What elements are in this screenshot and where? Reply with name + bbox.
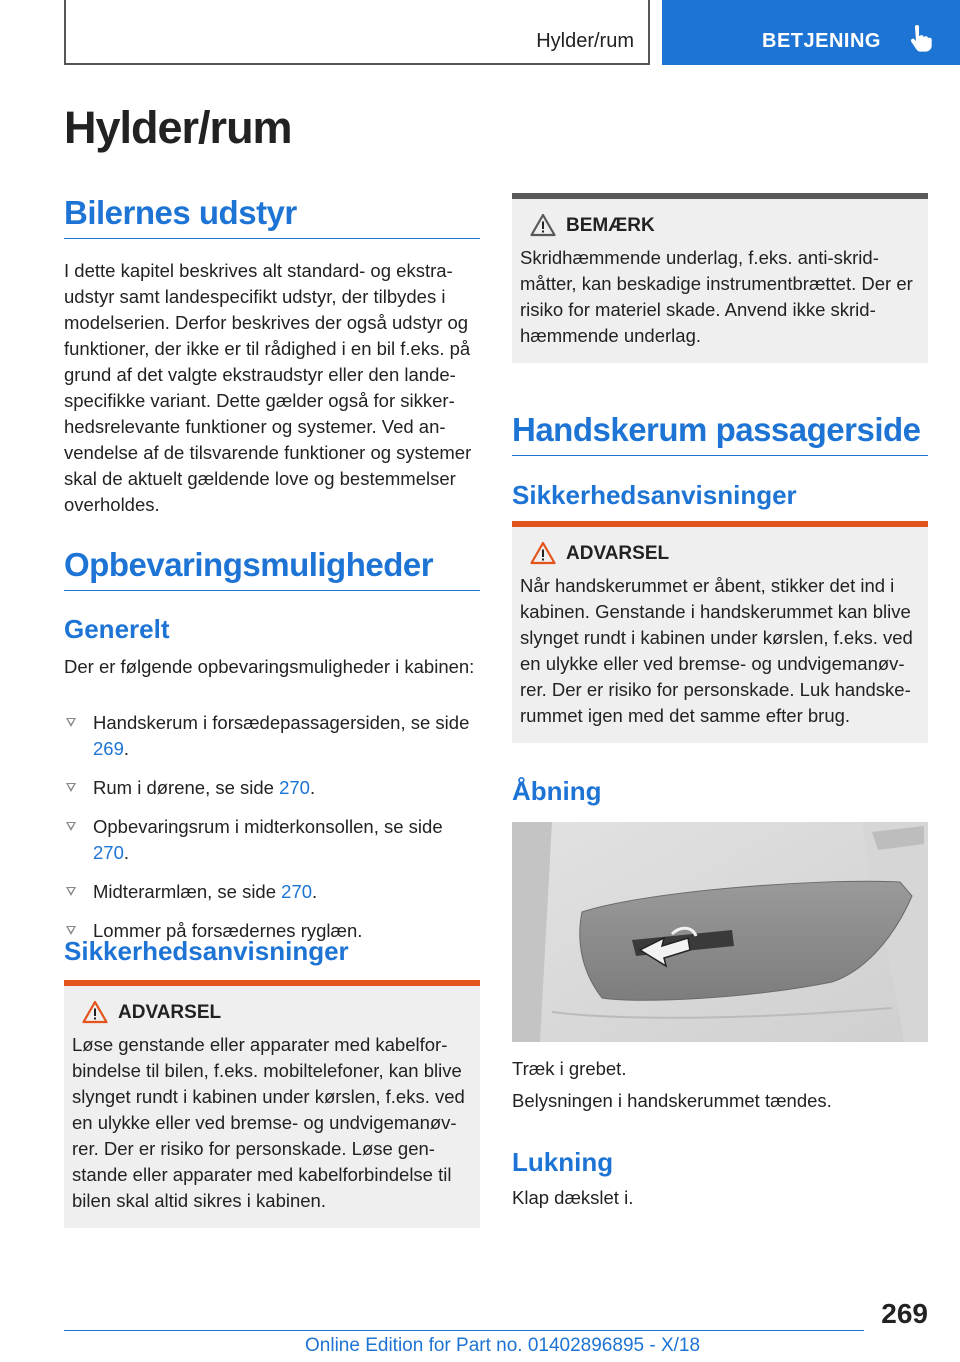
footer-divider xyxy=(64,1330,864,1331)
warning-triangle-icon xyxy=(82,1000,108,1024)
list-item-end: . xyxy=(123,842,130,863)
page-link[interactable]: 270 xyxy=(279,777,310,798)
pointing-hand-icon xyxy=(906,24,936,54)
warning-title: ADVARSEL xyxy=(566,543,670,564)
warning-text: Når handskerummet er åbent, stikker det ind i kabinen. Genstande i handskerummet kan blive slynget rundt i kabinen under kørslen, f.eks. ved en ulykke eller ved bremse- og undvigemanøvrer. Der er risiko for personskade. Luk handskerummet igen med det samme efter brug. xyxy=(520,575,913,726)
paragraph-close: Klap dækslet i. xyxy=(512,1187,634,1208)
heading-general: Generelt xyxy=(64,614,170,644)
list-item-text: Midterarmlæn, se side xyxy=(93,881,282,902)
bullet-triangle-icon xyxy=(66,718,76,727)
heading-safety-right: Sikkerhedsanvisninger xyxy=(512,480,797,510)
footer-edition-text: Online Edition for Part no. 01402896895 - X/18 xyxy=(305,1335,701,1356)
header-section-tab xyxy=(64,0,650,65)
note-text: Skridhæmmende underlag, f.eks. anti-skridmåtter, kan beskadige instrumentbrættet. Der er risiko for materiel skade. Anvend ikke skridhæmmende underlag. xyxy=(520,247,913,346)
header-chapter-tab xyxy=(662,0,960,65)
warning-text: Løse genstande eller apparater med kabelforbindelse til bilen, f.eks. mobiltelefoner, kan blive slynget rundt i kabinen under kørslen, f.eks. ved en ulykke eller ved bremse- og undvigemanøvrer. Der er risiko for personskade. Løse genstande eller apparater med kabelforbindelse til bilen skal altid sikres i kabinen. xyxy=(72,1034,465,1211)
list-item-text: Rum i dørene, se side xyxy=(93,777,280,798)
glovebox-drawing xyxy=(512,822,928,1042)
paragraph-general: Der er følgende opbevaringsmuligheder i kabinen: xyxy=(64,656,475,677)
page-title: Hylder/rum xyxy=(64,102,292,153)
warning-header xyxy=(520,539,920,569)
list-item-text: Lommer på forsædernes ryglæn. xyxy=(93,920,363,941)
header-chapter-label: BETJENING xyxy=(762,30,881,52)
bullet-triangle-icon xyxy=(66,822,76,831)
list-item xyxy=(64,814,480,866)
storage-list xyxy=(64,710,480,957)
glovebox-illustration xyxy=(512,822,928,1042)
list-item-text: Handskerum i forsædepassagersiden, se side xyxy=(93,712,470,733)
paragraph-pull: Træk i grebet. xyxy=(512,1058,627,1079)
note-header xyxy=(520,211,920,241)
heading-safety-left: Sikkerhedsanvisninger xyxy=(64,936,349,966)
list-item-end: . xyxy=(123,738,130,759)
warning-header xyxy=(72,998,472,1028)
warning-box-right xyxy=(512,521,928,743)
note-box xyxy=(512,193,928,363)
list-item-end: . xyxy=(309,777,316,798)
footer-edition xyxy=(305,1335,700,1357)
list-item xyxy=(64,710,480,762)
list-item xyxy=(64,775,480,801)
heading-glovebox: Handskerum passagerside xyxy=(512,411,928,456)
heading-storage: Opbevaringsmuligheder xyxy=(64,546,480,591)
bullet-triangle-icon xyxy=(66,887,76,896)
warning-title: ADVARSEL xyxy=(118,1002,222,1023)
note-triangle-icon xyxy=(530,213,556,237)
list-item xyxy=(64,879,480,905)
bullet-triangle-icon xyxy=(66,783,76,792)
heading-opening: Åbning xyxy=(512,776,602,806)
warning-triangle-icon xyxy=(530,541,556,565)
header-section-label: Hylder/rum xyxy=(536,30,634,52)
heading-equipment: Bilernes udstyr xyxy=(64,194,480,239)
page-link[interactable]: 270 xyxy=(281,881,313,902)
list-item-text: Opbevaringsrum i midterkonsollen, se side xyxy=(93,816,443,837)
paragraph-light: Belysningen i handskerummet tændes. xyxy=(512,1090,832,1111)
bullet-triangle-icon xyxy=(66,926,76,935)
page-link[interactable]: 270 xyxy=(93,842,124,863)
warning-box-left xyxy=(64,980,480,1228)
page-number: 269 xyxy=(881,1298,928,1329)
paragraph-equipment: I dette kapitel beskrives alt standard- og ekstraudstyr samt landespecifikt udstyr, der tilbydes i modelserien. Derfor beskrives der også udstyr og funktioner, der ikke er til rådighed i en bil f.eks. på grund af det valgte ekstraudstyr eller den landespecifikke variant. Dette gælder også for sikkerhedsrelevante funktioner og systemer. Ved anvendelse af de tilsvarende funktioner og systemer skal de aktuelt gældende love og bestemmelser overholdes. xyxy=(64,260,472,515)
note-title: BEMÆRK xyxy=(566,215,655,236)
list-item-end: . xyxy=(312,881,318,902)
heading-closing: Lukning xyxy=(512,1147,614,1177)
page-link[interactable]: 269 xyxy=(93,738,124,759)
